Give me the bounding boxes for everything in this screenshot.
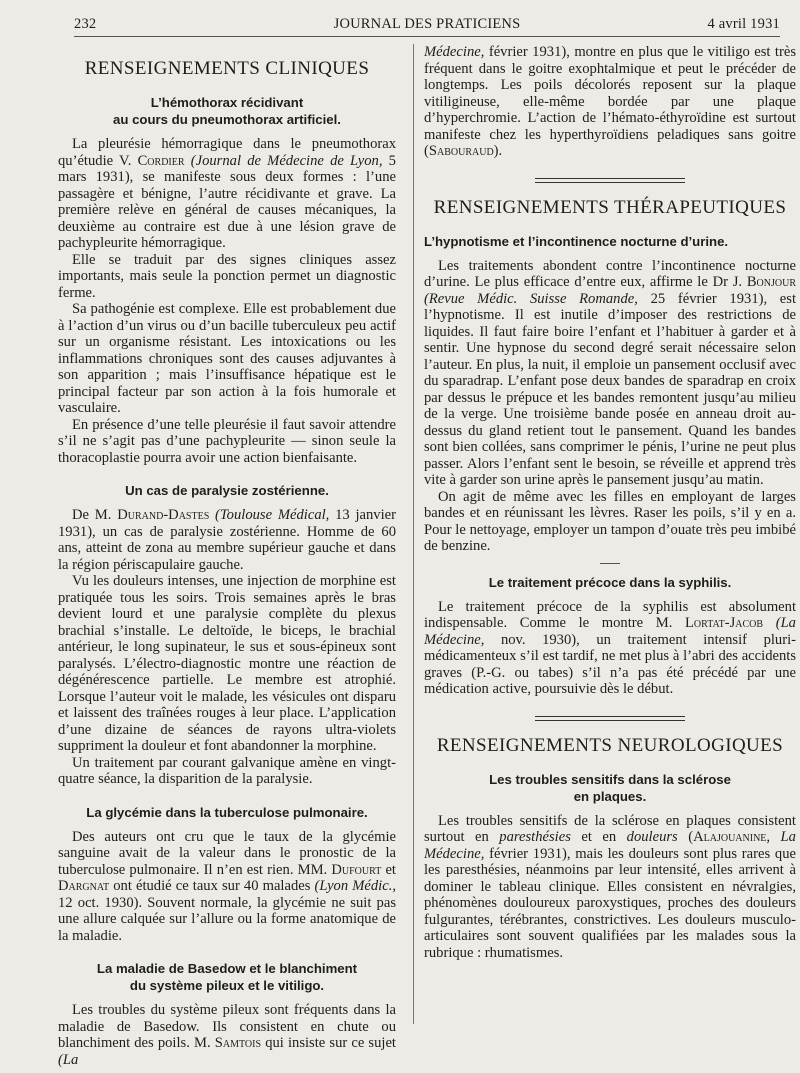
title-line-2: au cours du pneumothorax artificiel.	[113, 112, 341, 127]
author-name: Bonjour	[746, 274, 796, 290]
section-rule	[535, 178, 685, 183]
author-name: Samtois	[214, 1035, 262, 1051]
title-line-2: en plaques.	[573, 788, 647, 804]
article-title-basedow	[58, 960, 396, 994]
author-name: Lortat-Jacob	[685, 615, 764, 631]
source: (La Médecine,	[424, 615, 796, 648]
source: Médecine,	[424, 44, 485, 60]
page-number: 232	[74, 16, 97, 32]
author-name: Cordier	[137, 152, 185, 169]
author-name: Dufourt	[331, 861, 382, 878]
article-title-hypnotisme: L’hypnotisme et l’incontinence nocturne d’urine.	[424, 233, 729, 249]
column-divider	[413, 44, 414, 1024]
section-title-cliniques: RENSEIGNEMENTS CLINIQUES	[84, 58, 370, 79]
paragraph: En présence d’une telle pleurésie il faut savoir attendre s’il ne s’agit pas d’une pachypleurite — sinon seule la thoracoplastie pourra avoir une action bienfaisante.	[58, 416, 396, 466]
author-name: Durand-Dastes	[117, 507, 210, 523]
article-rule	[600, 563, 620, 564]
author-name: Dargnat	[58, 878, 110, 894]
title-line-1: L’hémothorax récidivant	[150, 95, 304, 110]
paragraph: On agit de même avec les filles en employant de larges bandes et en réunissant les lèvres. Raser les poils, s’il y en a. Pour le nettoyage, employer un tampon d’ouate très peu imbibé de benzine.	[424, 488, 796, 554]
article-title-hemothorax	[58, 94, 396, 128]
source: (Lyon Médic.,	[314, 878, 396, 894]
journal-title: JOURNAL DES PRATICIENS	[333, 16, 521, 32]
paragraph: La pleurésie hémorragique dans le pneumothorax qu’étudie V. Cordier (Journal de Médecine de Lyon, 5 mars 1931), se manifeste sous deux formes : l’une passagère et bénigne, l’autre récidivante et grave. La première relève en général de causes mécaniques, la deuxième au contraire est due à une lésion grave de pachypleurite hémorragique.	[58, 136, 396, 251]
title-line-1: Les troubles sensitifs dans la sclérose	[489, 771, 731, 787]
article-title-glycemie: La glycémie dans la tuberculose pulmonaire.	[86, 804, 368, 820]
section-title-neurologiques: RENSEIGNEMENTS NEUROLOGIQUES	[436, 734, 784, 756]
paragraph: Elle se traduit par des signes cliniques assez importants, mais seule la ponction permet un diagnostic ferme.	[58, 251, 396, 301]
author-name: Sabouraud	[428, 143, 494, 159]
paragraph: Vu les douleurs intenses, une injection de morphine est pratiquée tous les soirs. Trois semaines après le bras devient lourd et une paralysie complète du plexus brachial s’installe. Le deltoïde, le biceps, le brachial antérieur, le long supinateur, le sus et sous-épineux sont paralysés. L’électro-diagnostic montre une réaction de dégénérescence partielle. Le membre est atrophié. Lorsque l’auteur voit le malade, les vésicules ont disparu et laissent des traînées rouges à leur place. L’application d’une dizaine de séances de rayons ultra-violets suppriment la douleur et font abandonner la morphine.	[58, 573, 396, 754]
running-head	[74, 14, 780, 37]
article-title-paralysie: Un cas de paralysie zostérienne.	[125, 483, 329, 498]
source: (Toulouse Médical,	[215, 507, 330, 523]
source: (Journal de Médecine de Lyon,	[190, 152, 383, 169]
source: (Revue Médic. Suisse Romande,	[424, 290, 638, 307]
title-line-2: du système pileux et le vitiligo.	[129, 978, 325, 993]
paragraph: Les troubles sensitifs de la sclérose en plaques consistent surtout en paresthésies et en douleurs (Alajouanine, La Médecine, février 1931), mais les douleurs sont plus rares que les paresthésies, néanmoins par leur intensité, elles arrivent à dominer le tableau clinique. Elles consistent en névralgies, phénomènes douloureux paroxystiques, proches des douleurs fulgurantes, térébrantes, constrictives. Les douleurs musculo-articulaires sont souvent qualifiées par les malades sous la rubrique : rhumatismes.	[424, 812, 796, 961]
source: , La Médecine,	[424, 829, 796, 862]
paragraph: De M. Durand-Dastes (Toulouse Médical, 13 janvier 1931), un cas de paralysie zostérienne. Homme de 60 ans, atteint de zona au membre supérieur gauche et dans la région périscapulaire gauche.	[58, 507, 396, 573]
paragraph: Sa pathogénie est complexe. Elle est probablement due à l’action d’un virus ou d’un bacille tuberculeux peu actif sur un organisme résistant. Les intoxications ou les inflammations chroniques sont des causes adjuvantes à son apparition ; mais l’insuffisance hépatique est le principal facteur par son action à la fois humorale et vasculaire.	[58, 301, 396, 416]
right-column	[424, 44, 796, 961]
left-column	[58, 44, 396, 1068]
paragraph: Médecine, février 1931), montre en plus que le vitiligo est très fréquent dans le goitre exophtalmique et peut le précéder de longtemps. Les poils décolorés reposent sur la plaque vitiligineuse, elle-même bordée par une plaque d’hyperchromie. L’action de l’hémato-éthyroïdine est surtout manifeste chez les hyperthyroïdiens peladiques sans goitre (Sabouraud).	[424, 44, 796, 159]
article-title-sclerose	[424, 771, 796, 805]
section-rule	[535, 716, 685, 721]
paragraph: Les troubles du système pileux sont fréquents dans la maladie de Basedow. Ils consistent en chute ou blanchiment des poils. M. Samtois qui insiste sur ce sujet (La	[58, 1002, 396, 1068]
title-line-1: La maladie de Basedow et le blanchiment	[96, 961, 358, 976]
source: (La	[58, 1051, 79, 1068]
paragraph: Des auteurs ont cru que le taux de la glycémie sanguine avait de la valeur dans le pronostic de la tuberculose pulmonaire. Il n’en est rien. MM. Dufourt et Dargnat ont étudié ce taux sur 40 malades (Lyon Médic., 12 oct. 1930). Souvent normale, la glycémie ne suit pas une allure calquée sur l’allure ou la forme anatomique de la maladie.	[58, 828, 396, 944]
issue-date: 4 avril 1931	[707, 16, 780, 32]
author-name: Alajouanine	[693, 829, 767, 845]
paragraph: Un traitement par courant galvanique amène en vingt-quatre séance, la disparition de la paralysie.	[58, 754, 396, 787]
section-title-therapeutiques: RENSEIGNEMENTS THÉRAPEUTIQUES	[433, 196, 787, 218]
paragraph: Le traitement précoce de la syphilis est absolument indispensable. Comme le montre M. Lortat-Jacob (La Médecine, nov. 1930), un traitement intensif pluri-médicamenteux s’il est tardif, ne met plus à l’abri des accidents graves (P.-G. ou tabes) s’il n’a pas été précédé par une médication active, poursuivie dès le début.	[424, 598, 796, 697]
article-title-syphilis: Le traitement précoce dans la syphilis.	[488, 574, 732, 590]
paragraph: Les traitements abondent contre l’incontinence nocturne d’urine. Le plus efficace d’entre eux, affirme le Dr J. Bonjour (Revue Médic. Suisse Romande, 25 février 1931), est l’hypnotisme. Il est inutile d’imposer des restrictions de liquides. Il faut faire boire l’enfant et l’habituer à garder et à sentir. Une hypnose du second degré serait nécessaire selon l’auteur. En plus, la nuit, il emploie un pansement occlusif avec du sparadrap. L’enfant pose deux bandes de sparadrap en croix par dessus le prépuce et les bandes remontent jusqu’au milieu de la verge. Une troisième bande posée en anneau droit au-dessus du gland retient tout le pansement. Quand les bandes sont bien collées, sans comprimer le pénis, l’urine ne peut plus passer. Alors l’enfant sent le besoin, se réveille et apprend très vite à garder son urine après le pansement jusqu’au matin.	[424, 257, 796, 488]
